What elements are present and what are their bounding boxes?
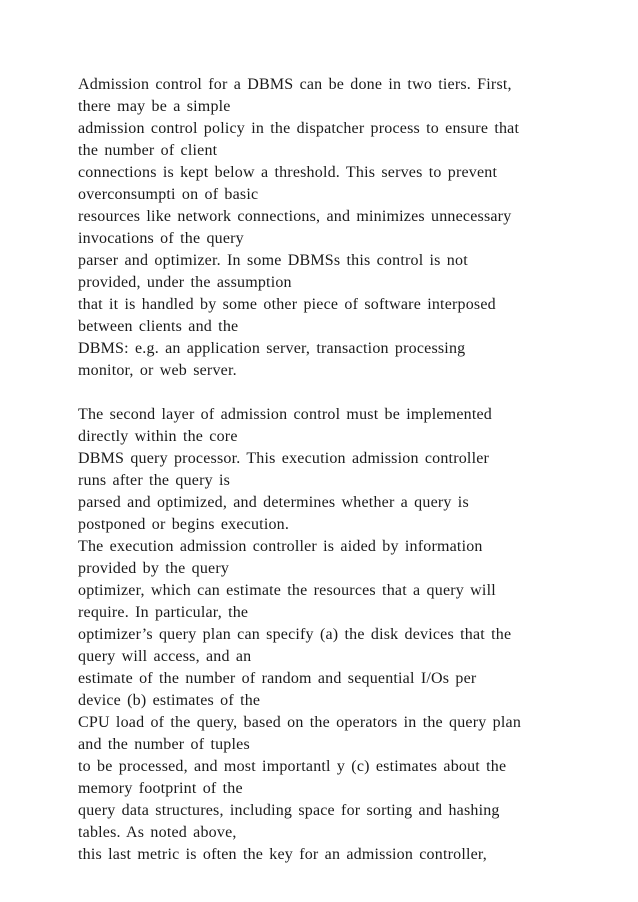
text-line: The execution admission controller is aided by information — [78, 538, 483, 555]
text-line: The second layer of admission control must be implemented — [78, 406, 492, 423]
text-line: parser and optimizer. In some DBMSs this control is not — [78, 252, 468, 269]
text-line: provided, under the assumption — [78, 274, 292, 291]
text-line: to be processed, and most importantl y (c) estimates about the — [78, 758, 507, 775]
text-line: invocations of the query — [78, 230, 244, 247]
text-line: require. In particular, the — [78, 604, 249, 621]
document-body — [78, 74, 578, 866]
text-line: overconsumpti on of basic — [78, 186, 259, 203]
text-line: directly within the core — [78, 428, 238, 445]
text-line: DBMS query processor. This execution admission controller — [78, 450, 490, 467]
text-line: postponed or begins execution. — [78, 516, 290, 533]
paragraph-1 — [78, 74, 578, 382]
text-line: admission control policy in the dispatcher process to ensure that — [78, 120, 520, 137]
text-line: the number of client — [78, 142, 218, 159]
text-line: connections is kept below a threshold. This serves to prevent — [78, 164, 498, 181]
text-line: resources like network connections, and minimizes unnecessary — [78, 208, 512, 225]
text-line: optimizer’s query plan can specify (a) the disk devices that the — [78, 626, 512, 643]
text-line: device (b) estimates of the — [78, 692, 261, 709]
text-line: and the number of tuples — [78, 736, 250, 753]
text-line: DBMS: e.g. an application server, transaction processing — [78, 340, 466, 357]
text-line: query will access, and an — [78, 648, 252, 665]
text-line: optimizer, which can estimate the resources that a query will — [78, 582, 496, 599]
text-line: provided by the query — [78, 560, 230, 577]
text-line: memory footprint of the — [78, 780, 243, 797]
paragraph-gap — [78, 382, 578, 404]
text-line: query data structures, including space for sorting and hashing — [78, 802, 500, 819]
text-line: runs after the query is — [78, 472, 231, 489]
text-line: parsed and optimized, and determines whether a query is — [78, 494, 469, 511]
text-line: there may be a simple — [78, 98, 231, 115]
text-line: this last metric is often the key for an admission controller, — [78, 846, 488, 863]
text-line: between clients and the — [78, 318, 239, 335]
text-line: tables. As noted above, — [78, 824, 237, 841]
paragraph-2 — [78, 404, 578, 866]
text-line: Admission control for a DBMS can be done in two tiers. First, — [78, 76, 512, 93]
text-line: CPU load of the query, based on the operators in the query plan — [78, 714, 522, 731]
text-line: that it is handled by some other piece of software interposed — [78, 296, 496, 313]
text-line: monitor, or web server. — [78, 362, 237, 379]
text-line: estimate of the number of random and sequential I/Os per — [78, 670, 477, 687]
